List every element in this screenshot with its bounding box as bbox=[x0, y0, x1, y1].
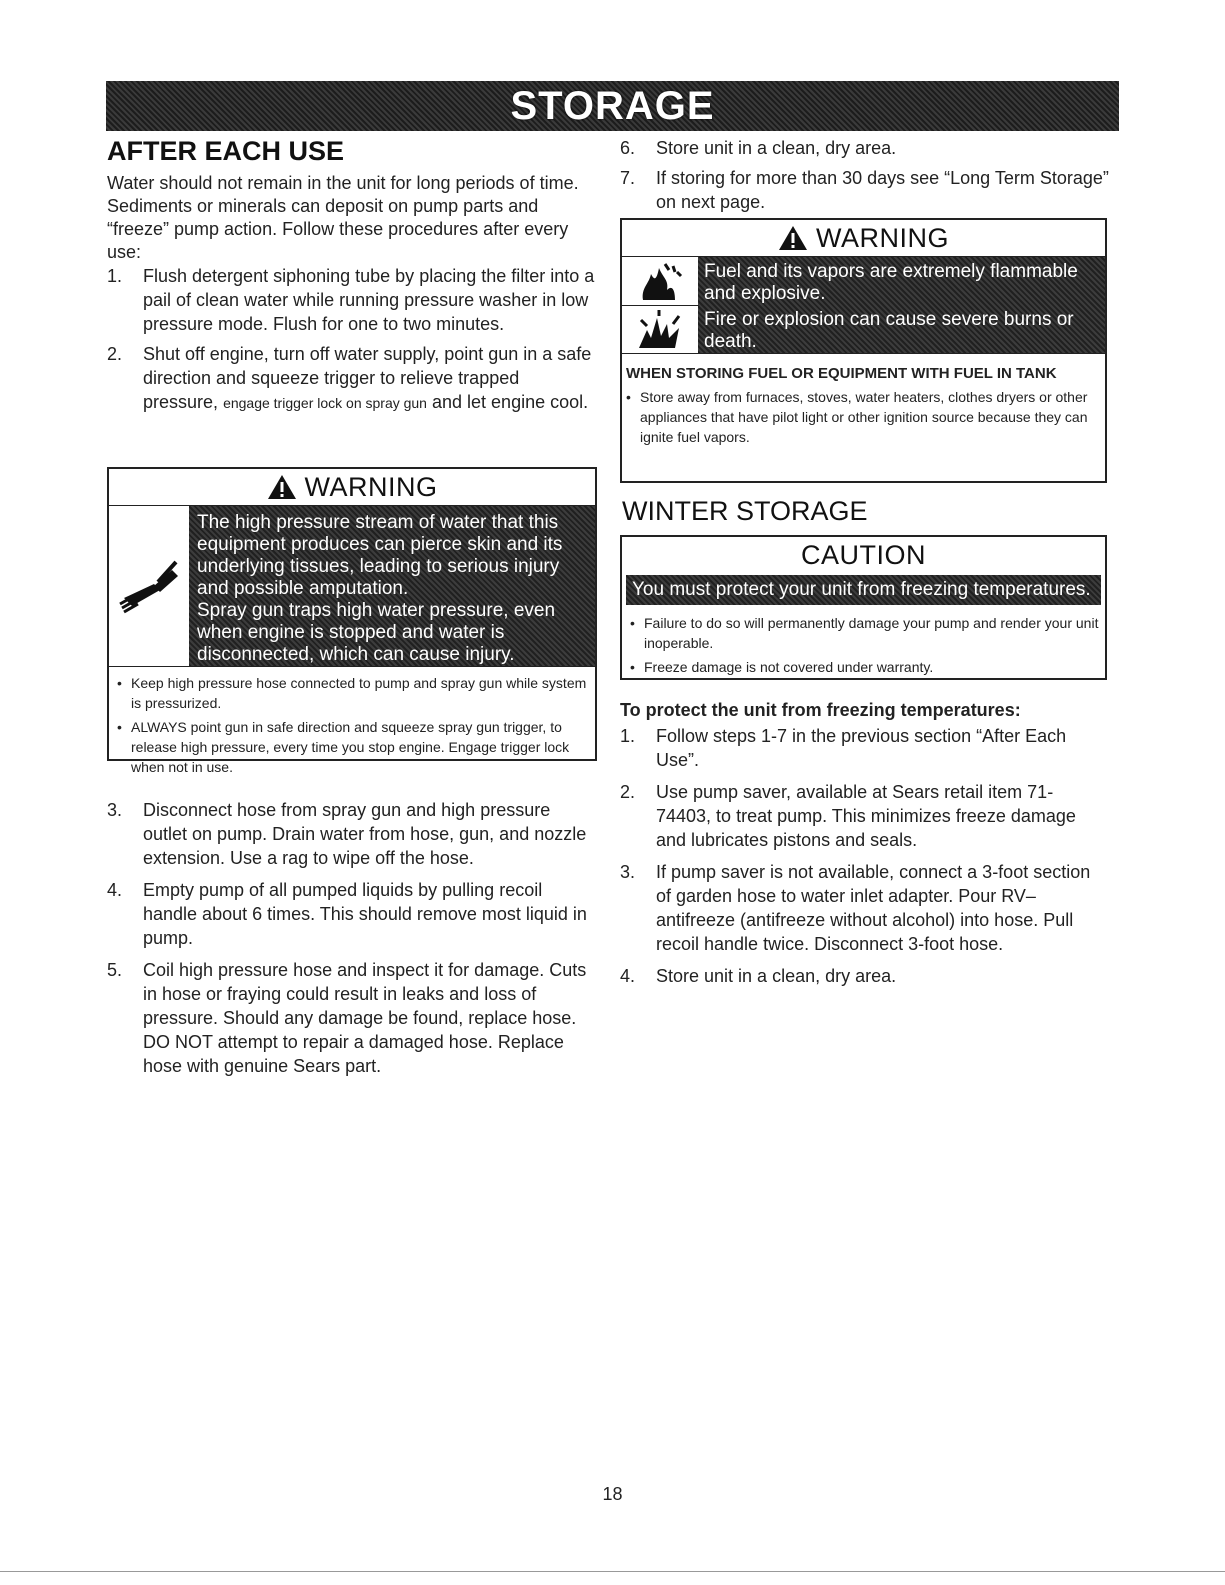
warning-dark-panel: The high pressure stream of water that this equipment produces can pierce skin and its underlying tissues, leading to serious injury and possible amputation. Spray gun traps high water pressure, even when engine is stopped and water is disconnected, which can cause injury. bbox=[189, 506, 595, 666]
page-number: 18 bbox=[602, 1484, 623, 1504]
warning-box-pressure bbox=[107, 467, 597, 775]
caution-dark-panel: You must protect your unit from freezing temperatures. bbox=[626, 575, 1101, 605]
caution-bullet: • Freeze damage is not covered under warranty. bbox=[630, 659, 934, 675]
steps-list-winter bbox=[620, 724, 1100, 988]
caution-box bbox=[620, 535, 1107, 680]
winter-subhead: To protect the unit from freezing temperatures: bbox=[620, 700, 1021, 720]
list-item: 1. Follow steps 1-7 in the previous section “After Each Use”. bbox=[620, 726, 1067, 770]
intro-paragraph: Water should not remain in the unit for long periods of time. Sediments or minerals can deposit on pump parts and “freeze” pump action. Follow these procedures after every use: bbox=[107, 173, 579, 262]
list-item: 6. Store unit in a clean, dry area. bbox=[620, 138, 897, 158]
winter-storage-heading: WINTER STORAGE bbox=[622, 496, 868, 526]
banner-title: STORAGE bbox=[510, 83, 715, 128]
flame-icon bbox=[622, 257, 698, 306]
list-item: 2. Shut off engine, turn off water supply, point gun in a safe direction and squeeze trigger to relieve trapped pressure, engage trigger lock on spray gun and let engine cool. bbox=[107, 344, 592, 412]
injection-injury-icon bbox=[109, 506, 189, 666]
warning-triangle-icon bbox=[267, 474, 297, 500]
list-item: 1. Flush detergent siphoning tube by placing the filter into a pail of clean water while running pressure washer in low pressure mode. Flush for one to two minutes. bbox=[107, 266, 595, 334]
caution-header: CAUTION bbox=[801, 539, 926, 570]
list-item: 7. If storing for more than 30 days see “Long Term Storage” on next page. bbox=[620, 168, 1109, 212]
hazard-icons bbox=[622, 257, 698, 353]
warning-bullet: • Keep high pressure hose connected to pump and spray gun while system is pressurized. bbox=[117, 675, 587, 711]
warning-triangle-icon bbox=[778, 225, 808, 251]
list-item: 3. If pump saver is not available, connect a 3-foot section of garden hose to water inlet adapter. Pour RV–antifreeze (antifreeze without alcohol) into hose. Pull recoil handle twice. Disconnect 3-foot hose. bbox=[620, 862, 1091, 954]
list-item: 5. Coil high pressure hose and inspect it for damage. Cuts in hose or fraying could result in leaks and loss of pressure. Should any damage be found, replace hose. DO NOT attempt to repair a damaged hose. Replace hose with genuine Sears part. bbox=[107, 960, 587, 1076]
warning-box-fuel bbox=[620, 218, 1107, 483]
list-item: 4. Empty pump of all pumped liquids by pulling recoil handle about 6 times. This should remove most liquid in pump. bbox=[107, 880, 587, 948]
warning-subhead: WHEN STORING FUEL OR EQUIPMENT WITH FUEL IN TANK bbox=[626, 365, 1057, 382]
warning-header: WARNING bbox=[109, 469, 595, 506]
section-banner bbox=[106, 81, 1119, 131]
steps-list-b bbox=[107, 798, 597, 1078]
list-item: 4. Store unit in a clean, dry area. bbox=[620, 966, 897, 986]
page-bottom-rule bbox=[0, 1571, 1225, 1572]
steps-list-a bbox=[107, 264, 597, 415]
steps-list-right bbox=[620, 136, 1110, 214]
after-each-use-heading: AFTER EACH USE bbox=[107, 136, 345, 166]
warning-bullet: • Store away from furnaces, stoves, water heaters, clothes dryers or other appliances that have pilot light or other ignition source because they can ignite fuel vapors. bbox=[626, 389, 1088, 445]
explosion-icon bbox=[622, 306, 698, 354]
warning-dark-panel: Fuel and its vapors are extremely flammable and explosive. Fire or explosion can cause severe burns or death. bbox=[698, 257, 1105, 353]
warning-bullet: • ALWAYS point gun in safe direction and squeeze spray gun trigger, to release high pressure, every time you stop engine. Engage trigger lock when not in use. bbox=[117, 719, 570, 775]
list-item: 3. Disconnect hose from spray gun and high pressure outlet on pump. Drain water from hose, gun, and nozzle extension. Use a rag to wipe off the hose. bbox=[107, 800, 587, 868]
caution-bullet: • Failure to do so will permanently damage your pump and render your unit inoperable. bbox=[630, 615, 1099, 651]
warning-header: WARNING bbox=[622, 220, 1105, 257]
list-item: 2. Use pump saver, available at Sears retail item 71-74403, to treat pump. This minimizes freeze damage and lubricates pistons and seals. bbox=[620, 782, 1076, 850]
